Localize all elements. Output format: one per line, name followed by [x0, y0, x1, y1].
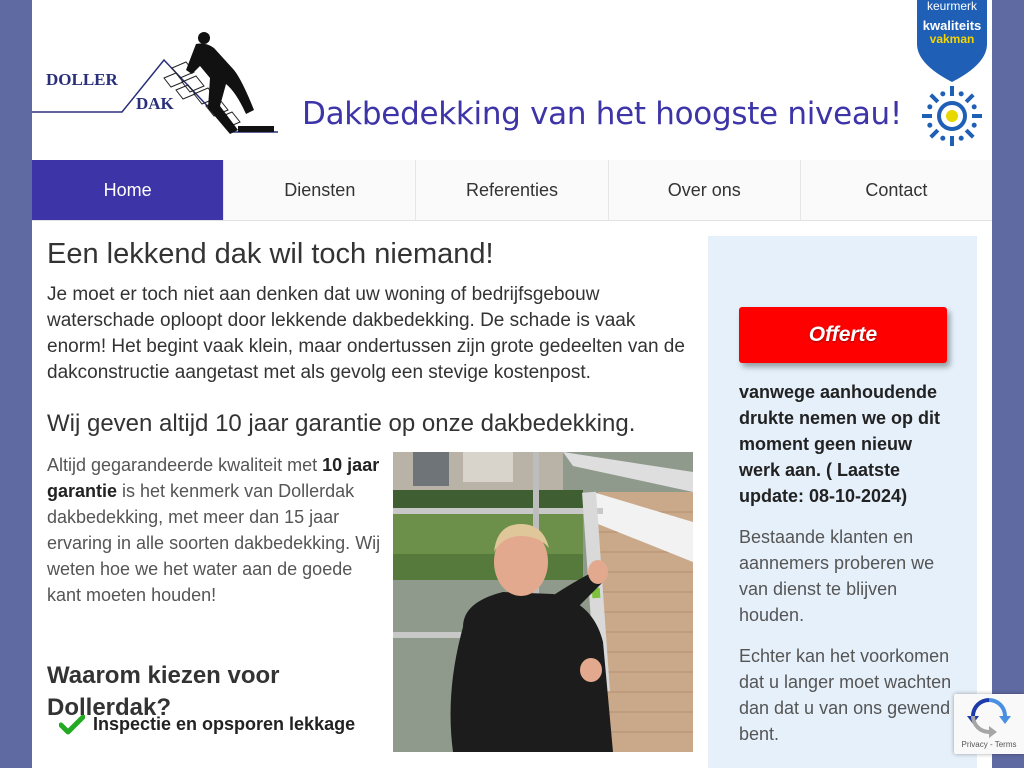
quality-paragraph — [47, 452, 389, 608]
sidebar — [708, 236, 977, 768]
quality-text-after: is het kenmerk van Dollerdak dakbedekking, met meer dan 15 jaar ervaring in alle soorten dakbedekking. Wij weten hoe we het water aan de goede kant moeten houden! — [47, 481, 381, 605]
sun-badge-icon — [920, 84, 984, 148]
quality-section — [47, 452, 695, 752]
sidebar-notice: vanwege aanhoudende drukte nemen we op dit moment geen nieuw werk aan. ( Laatste update: 08-10-2024) — [739, 382, 941, 506]
recaptcha-icon — [954, 694, 1024, 740]
checklist-item-label: Inspectie en opsporen lekkage — [93, 714, 356, 734]
nav-diensten[interactable]: Diensten — [224, 160, 416, 220]
main-navigation — [32, 160, 992, 221]
nav-over-ons[interactable]: Over ons — [609, 160, 801, 220]
intro-paragraph: Je moet er toch niet aan denken dat uw woning of bedrijfsgebouw waterschade oploopt door lekkende dakbedekking. De schade is vaak enorm! Het begint vaak klein, maar ondertussen zijn grote gedeelten van de dakconstructie aangetast met als gevolg een stevige kostenpost. — [47, 284, 685, 383]
guarantee-heading: Wij geven altijd 10 jaar garantie op onze dakbedekking. — [47, 410, 636, 437]
keurmerk-badge[interactable] — [916, 0, 988, 82]
tagline: Dakbedekking van het hoogste niveau! — [302, 96, 903, 132]
main-content — [47, 236, 695, 752]
badge-line-vakman: vakman — [929, 32, 975, 46]
nav-contact[interactable]: Contact — [801, 160, 992, 220]
checklist-item — [59, 714, 355, 735]
checkmark-icon — [59, 715, 85, 735]
recaptcha-links[interactable]: Privacy - Terms — [961, 740, 1017, 749]
recaptcha-badge[interactable] — [954, 694, 1024, 754]
quality-text-before: Altijd gegarandeerde kwaliteit met — [47, 455, 323, 475]
nav-home[interactable]: Home — [32, 160, 224, 220]
dollerdak-logo[interactable] — [32, 28, 280, 136]
logo-text-doller: DOLLER — [46, 70, 118, 89]
offerte-button[interactable]: Offerte — [739, 307, 947, 363]
roofer-photo-image — [393, 452, 693, 752]
badge-line-keurmerk: keurmerk — [926, 0, 978, 13]
roofer-logo-icon — [32, 28, 280, 136]
page-title: Een lekkend dak wil toch niemand! — [47, 238, 494, 270]
roofer-photo — [393, 452, 693, 752]
badge-line-kwaliteits: kwaliteits — [922, 18, 982, 33]
why-heading: Waarom kiezen voor Dollerdak? — [47, 662, 280, 721]
nav-referenties[interactable]: Referenties — [416, 160, 608, 220]
sidebar-paragraph-existing-clients: Bestaande klanten en aannemers proberen we van dienst te blijven houden. — [739, 527, 935, 625]
page — [32, 0, 992, 768]
keurmerk-shield-icon — [916, 0, 988, 82]
sidebar-paragraph-waiting: Echter kan het voorkomen dat u langer moet wachten dan dat u van ons gewend bent. — [739, 646, 952, 744]
logo-text-dak: DAK — [136, 94, 174, 113]
quality-text-bold: 10 jaar garantie — [47, 455, 380, 501]
sun-badge — [920, 84, 984, 148]
